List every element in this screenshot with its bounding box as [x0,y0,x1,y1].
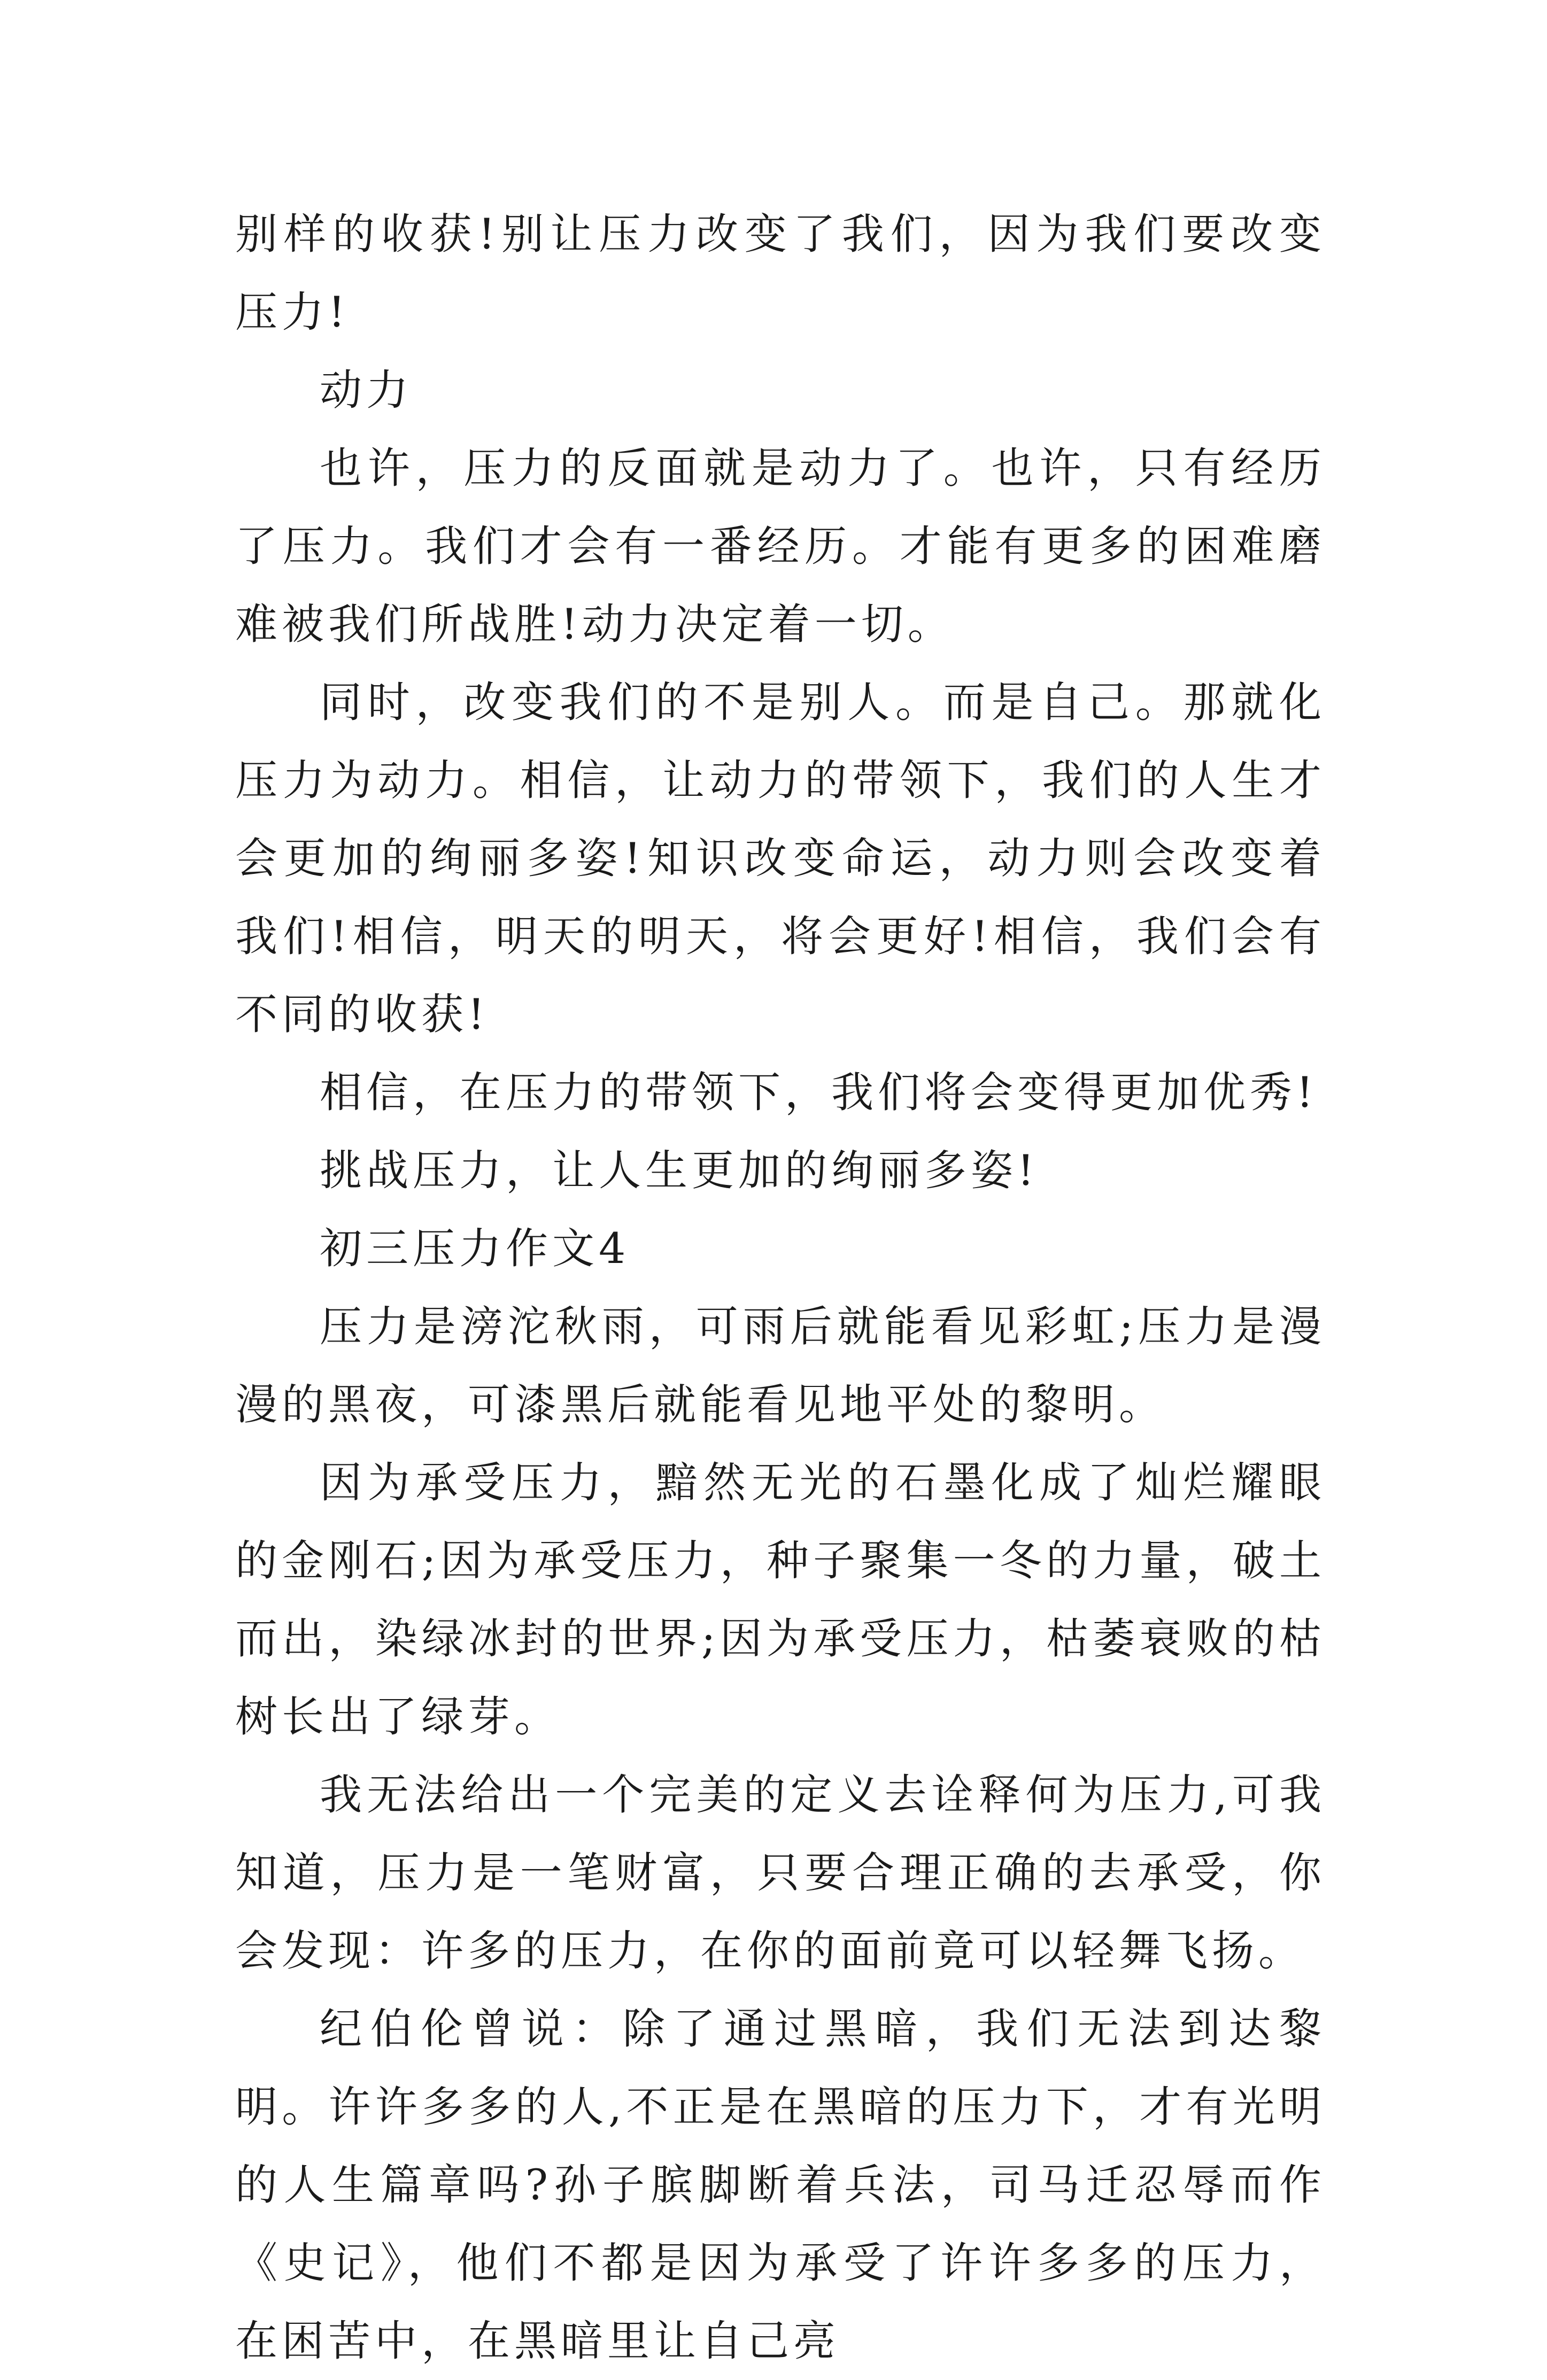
paragraph: 同时，改变我们的不是别人。而是自己。那就化压力为动力。相信，让动力的带领下，我们的人生才会更加的绚丽多姿!知识改变命运，动力则会改变着我们!相信，明天的明天，将会更好!相信，我们会有不同的收获! [235,678,1326,1039]
paragraph: 因为承受压力，黯然无光的石墨化成了灿烂耀眼的金刚石;因为承受压力，种子聚集一冬的力量，破土而出，染绿冰封的世界;因为承受压力，枯萎衰败的枯树长出了绿芽。 [235,1458,1326,1741]
paragraph: 也许，压力的反面就是动力了。也许，只有经历了压力。我们才会有一番经历。才能有更多的困难磨难被我们所战胜!动力决定着一切。 [235,444,1326,649]
paragraph: 相信，在压力的带领下，我们将会变得更加优秀! [320,1068,1318,1117]
document-body [235,195,1326,2380]
paragraph: 纪伯伦曾说：除了通过黑暗，我们无法到达黎明。许许多多的人,不正是在黑暗的压力下，才有光明的人生篇章吗?孙子膑脚断着兵法，司马迁忍辱而作《史记》，他们不都是因为承受了许许多多的压力，在困苦中，在黑暗里让自己亮 [235,2004,1326,2366]
paragraph: 我无法给出一个完美的定义去诠释何为压力,可我知道，压力是一笔财富，只要合理正确的去承受，你会发现：许多的压力，在你的面前竟可以轻舞飞扬。 [235,1770,1326,1975]
essay-title: 初三压力作文4 [320,1224,630,1273]
paragraph-continuation: 别样的收获!别让压力改变了我们，因为我们要改变压力! [235,210,1326,337]
section-heading-dongli: 动力 [320,366,413,415]
paragraph: 挑战压力，让人生更加的绚丽多姿! [320,1146,1039,1195]
paragraph: 压力是滂沱秋雨，可雨后就能看见彩虹;压力是漫漫的黑夜，可漆黑后就能看见地平处的黎明。 [235,1302,1326,1429]
